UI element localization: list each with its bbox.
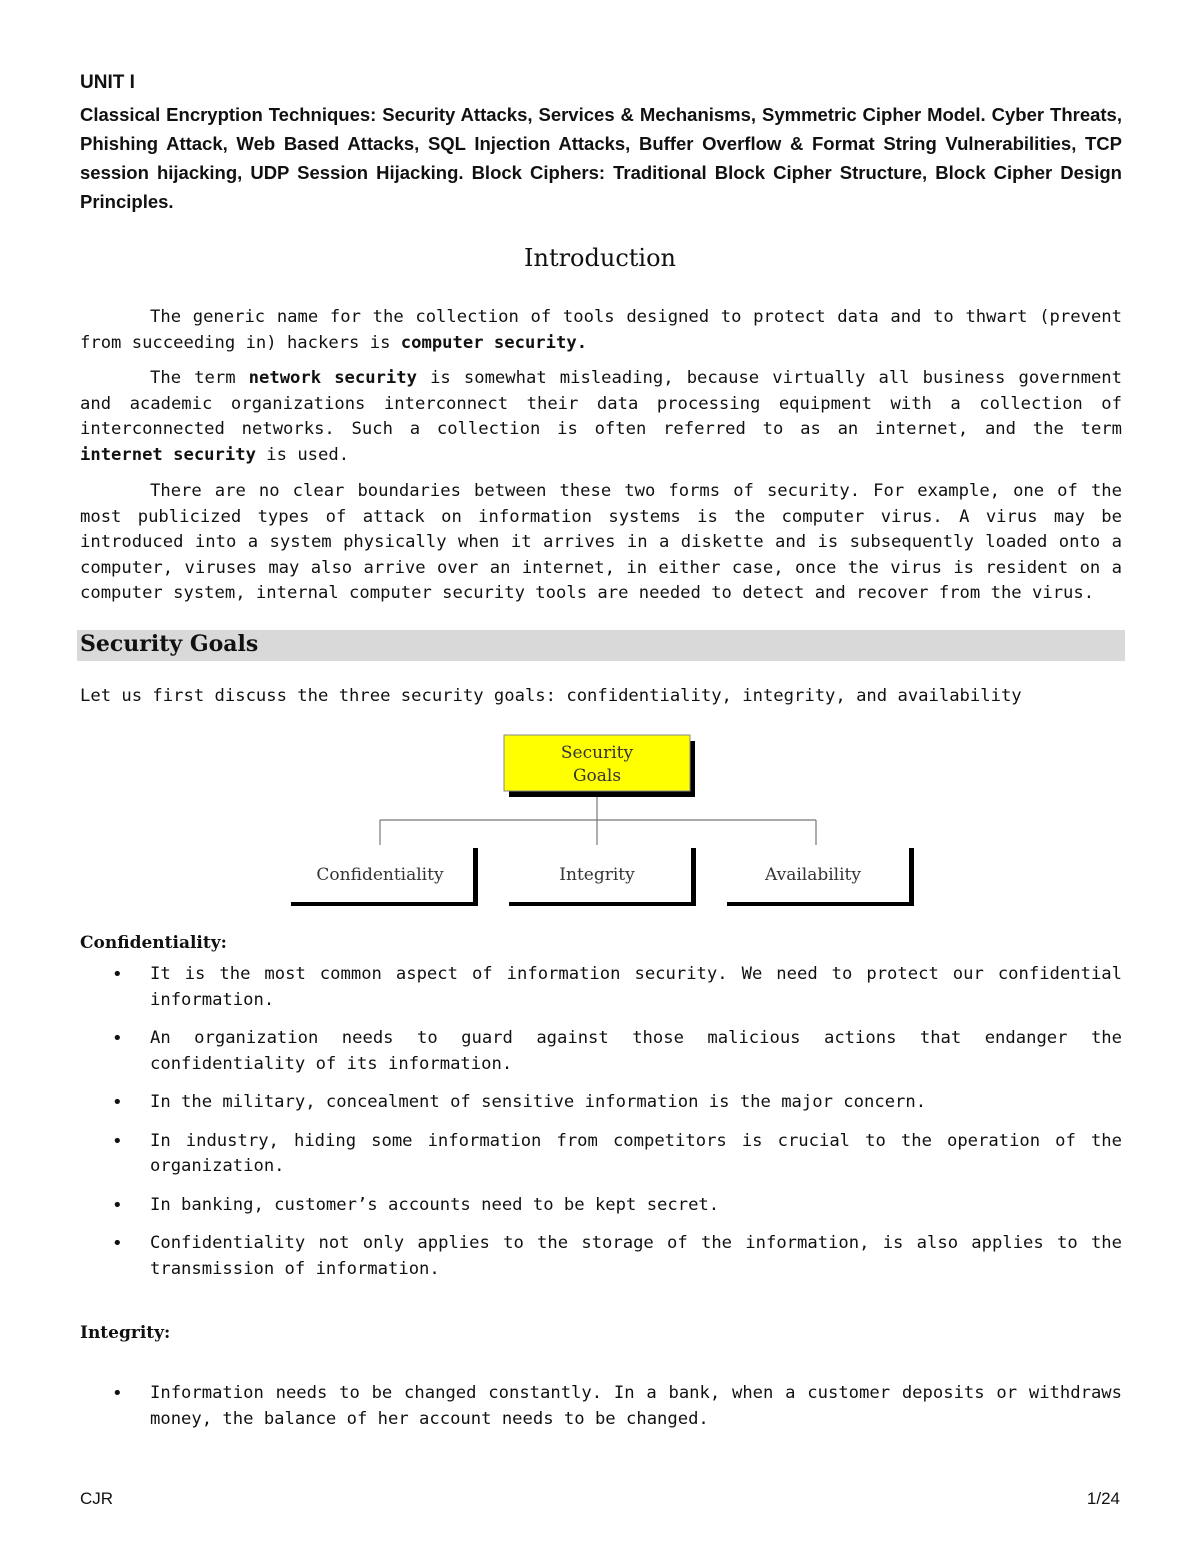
child-integrity xyxy=(506,848,696,906)
list-item-text: In the military, concealment of sensitive information is the major concern. xyxy=(150,1092,927,1112)
list-item xyxy=(80,1026,1122,1077)
intro-p2-text-c: is used. xyxy=(255,444,350,465)
intro-p2-bold-internet: internet security xyxy=(80,444,256,465)
security-goals-lead: Let us first discuss the three security goals: confidentiality, integrity, and availability xyxy=(80,686,1022,706)
bullet-icon: • xyxy=(112,1130,123,1152)
child-shadow-bottom xyxy=(727,902,914,906)
list-item-text: It is the most common aspect of information security. We need to protect our confidential information. xyxy=(150,964,1122,1010)
list-item xyxy=(80,1381,1122,1432)
list-item xyxy=(80,1193,1122,1219)
intro-p2-text-a: The term xyxy=(150,368,249,388)
integrity-list xyxy=(80,1381,1122,1432)
bullet-icon: • xyxy=(112,1028,123,1049)
child-shadow-right xyxy=(473,848,478,906)
root-label-line1: Security xyxy=(560,743,634,763)
security-goals-heading: Security Goals xyxy=(80,631,259,657)
child-availability xyxy=(724,848,914,906)
page-number: 1/24 xyxy=(1086,1489,1120,1508)
child-label: Confidentiality xyxy=(316,865,444,885)
list-item-text: An organization needs to guard against those malicious actions that endanger the confidentiality of its information. xyxy=(150,1028,1122,1074)
bullet-icon: • xyxy=(112,1092,123,1113)
list-item xyxy=(80,1231,1122,1282)
unit-label: UNIT I xyxy=(80,72,135,93)
list-item xyxy=(80,1090,1122,1116)
child-confidentiality xyxy=(288,848,478,906)
child-label: Availability xyxy=(765,865,861,885)
list-item xyxy=(80,1129,1122,1180)
list-item-text: Information needs to be changed constantly. In a bank, when a customer deposits or withdraws money, the balance of her account needs to be changed. xyxy=(150,1383,1122,1429)
list-item-text: In banking, customer’s accounts need to be kept secret. xyxy=(150,1194,720,1215)
integrity-heading: Integrity: xyxy=(80,1323,171,1343)
bullet-icon: • xyxy=(112,1383,123,1404)
confidentiality-heading: Confidentiality: xyxy=(80,933,227,953)
intro-p2-text-b: is somewhat misleading, because virtually all business government and academic organizations interconnect their data processing equipment with a collection of interconnected networks. Such a collection is often referred to as an internet, and the term xyxy=(80,368,1122,439)
introduction-title: Introduction xyxy=(524,244,676,272)
bullet-icon: • xyxy=(112,964,123,985)
child-shadow-bottom xyxy=(509,902,696,906)
intro-p3-text: There are no clear boundaries between these two forms of security. For example, one of the most publicized types of attack on information systems is the computer virus. A virus may be introduced into a system physically when it arrives in a diskette and is subsequently loaded onto a computer, viruses may also arrive over an internet, in either case, once the virus is resident on a computer system, internal computer security tools are needed to detect and recover from the virus. xyxy=(80,481,1122,603)
list-item-text: Confidentiality not only applies to the storage of the information, is also applies to the transmission of information. xyxy=(150,1233,1122,1279)
child-shadow-bottom xyxy=(291,902,478,906)
child-shadow-right xyxy=(691,848,696,906)
bullet-icon: • xyxy=(112,1233,123,1254)
footer-author: CJR xyxy=(80,1489,114,1508)
list-item-text: In industry, hiding some information from competitors is crucial to the operation of the organization. xyxy=(150,1130,1122,1176)
list-item xyxy=(80,962,1122,1013)
child-label: Integrity xyxy=(559,865,635,885)
root-label-line2: Goals xyxy=(572,766,622,786)
intro-p2-bold-network: network security xyxy=(248,368,417,388)
unit-description: Classical Encryption Techniques: Security Attacks, Services & Mechanisms, Symmetric Cipher Model. Cyber Threats, Phishing Attack, Web Based Attacks, SQL Injection Attacks, Buffer Overflow & Format String Vulnerabilities, TCP session hijacking, UDP Session Hijacking. Block Ciphers: Traditional Block Cipher Structure, Block Cipher Design Principles. xyxy=(80,104,1122,212)
bullet-icon: • xyxy=(112,1194,123,1216)
confidentiality-list xyxy=(80,962,1122,1282)
intro-p1-text: The generic name for the collection of tools designed to protect data and to thwart (prevent from succeeding in) hackers is xyxy=(80,307,1122,353)
intro-p1-bold: computer security. xyxy=(400,332,588,353)
child-shadow-right xyxy=(909,848,914,906)
